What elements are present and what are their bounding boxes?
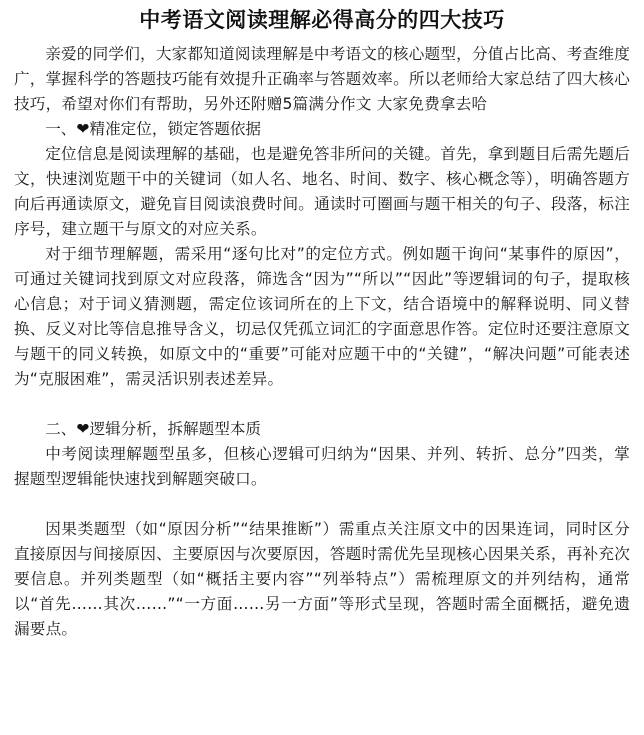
section2-heading	[14, 417, 630, 442]
section1-paragraph-1: 定位信息是阅读理解的基础，也是避免答非所问的关键。首先，拿到题目后需先题后文，快速浏览题干中的关键词（如人名、地名、时间、数字、核心概念等），明确答题方向后再通读原文，避免盲目阅读浪费时间。通读时可圈画与题干相关的句子、段落，标注序号，建立题干与原文的对应关系。	[14, 145, 630, 238]
section1-paragraph-2: 对于细节理解题，需采用“逐句比对”的定位方式。例如题干询问“某事件的原因”，可通过关键词找到原文对应段落，筛选含“因为”“所以”“因此”等逻辑词的句子，提取核心信息；对于词义猜测题，需定位该词所在的上下文，结合语境中的解释说明、同义替换、反义对比等信息推导含义，切忌仅凭孤立词汇的字面意思作答。定位时还要注意原文与题干的同义转换，如原文中的“重要”可能对应题干中的“关键”，“解决问题”可能表述为“克服困难”，需灵活识别表述差异。	[14, 245, 630, 388]
section2-paragraph-1: 中考阅读理解题型虽多，但核心逻辑可归纳为“因果、并列、转折、总分”四类，掌握题型逻辑能快速找到解题突破口。	[14, 445, 630, 488]
heart-icon: ❤	[76, 420, 90, 438]
heart-icon: ❤	[76, 120, 90, 138]
section1-heading	[14, 117, 630, 142]
section2-number: 二、	[45, 420, 77, 438]
spacer	[14, 392, 630, 417]
section1-number: 一、	[45, 120, 77, 138]
intro-paragraph: 亲爱的同学们，大家都知道阅读理解是中考语文的核心题型，分值占比高、考查维度广，掌握科学的答题技巧能有效提升正确率与答题效率。所以老师给大家总结了四大核心技巧，希望对你们有帮助，另外还附赠5篇满分作文 大家免费拿去哈	[14, 45, 630, 113]
article-title: 中考语文阅读理解必得高分的四大技巧	[139, 8, 505, 32]
section2-paragraph-2: 因果类题型（如“原因分析”“结果推断”）需重点关注原文中的因果连词，同时区分直接原因与间接原因、主要原因与次要原因，答题时需优先呈现核心因果关系，再补充次要信息。并列类题型（如“概括主要内容”“列举特点”）需梳理原文的并列结构，通常以“首先……其次……”“一方面……另一方面”等形式呈现，答题时需全面概括，避免遗漏要点。	[14, 520, 630, 638]
spacer	[14, 492, 630, 517]
section1-heading-text: 精准定位，锁定答题依据	[89, 120, 262, 138]
section2-heading-text: 逻辑分析，拆解题型本质	[89, 420, 262, 438]
